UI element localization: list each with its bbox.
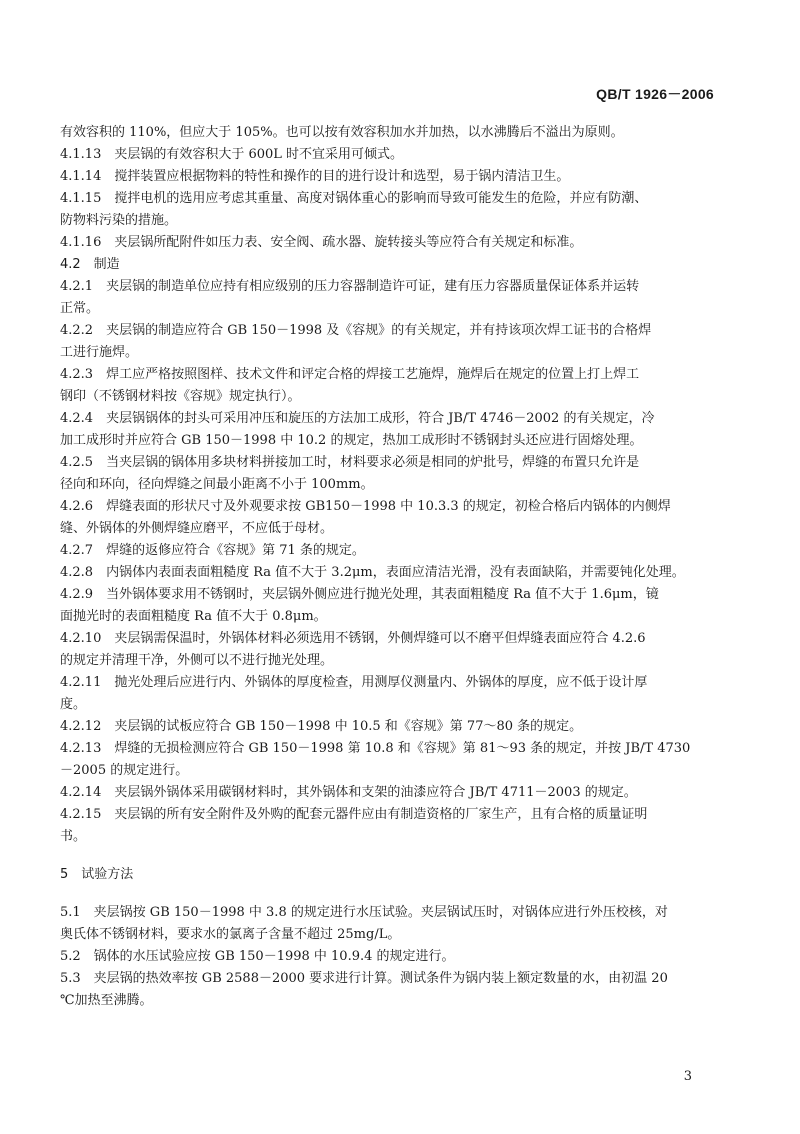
clause-4-2-4: 4.2.4 夹层锅锅体的封头可采用冲压和旋压的方法加工成形，符合 JB/T 4746－2002 的有关规定，冷 [60, 411, 655, 426]
clause-4-1-13: 4.1.13 夹层锅的有效容积大于 600L 时不宜采用可倾式。 [60, 147, 404, 162]
text-line: 奥氏体不锈钢材料，要求水的氯离子含量不超过 25mg/L。 [60, 927, 401, 942]
text-line: 防物料污染的措施。 [60, 213, 178, 228]
page-number: 3 [683, 1069, 692, 1084]
text-line: 缝、外锅体的外侧焊缝应磨平，不应低于母材。 [60, 521, 334, 536]
clause-4-2-2: 4.2.2 夹层锅的制造应符合 GB 150－1998 及《容规》的有关规定，并有持该项次焊工证书的合格焊 [60, 323, 652, 338]
text-line: 度。 [60, 697, 87, 712]
text-line: 加工成形时并应符合 GB 150－1998 中 10.2 的规定，热加工成形时不锈钢封头还应进行固熔处理。 [60, 433, 643, 448]
text-line: 工进行施焊。 [60, 345, 139, 360]
clause-4-2-8: 4.2.8 内锅体内表面表面粗糙度 Ra 值不大于 3.2μm，表面应清洁光滑，没有表面缺陷，并需要钝化处理。 [60, 565, 685, 580]
clause-4-1-15: 4.1.15 搅拌电机的选用应考虑其重量、高度对锅体重心的影响而导致可能发生的危险，并应有防潮、 [60, 191, 648, 206]
text-line: ℃加热至沸腾。 [60, 993, 153, 1008]
clause-4-2-1: 4.2.1 夹层锅的制造单位应持有相应级别的压力容器制造许可证，建有压力容器质量保证体系并运转 [60, 279, 640, 294]
text-line: 径向和环向，径向焊缝之间最小距离不小于 100mm。 [60, 477, 374, 492]
clause-4-2-14: 4.2.14 夹层锅外锅体采用碳钢材料时，其外锅体和支架的油漆应符合 JB/T 4711－2003 的规定。 [60, 785, 637, 800]
standard-code: QB/T 1926－2006 [596, 86, 714, 102]
clause-4-2-10: 4.2.10 夹层锅需保温时，外锅体材料必须选用不锈钢，外侧焊缝可以不磨平但焊缝表面应符合 4.2.6 [60, 631, 646, 646]
text-line: 面抛光时的表面粗糙度 Ra 值不大于 0.8μm。 [60, 609, 327, 624]
clause-4-2-5: 4.2.5 当夹层锅的锅体用多块材料拼接加工时，材料要求必须是相同的炉批号，焊缝的布置只允许是 [60, 455, 640, 470]
clause-5-3: 5.3 夹层锅的热效率按 GB 2588－2000 要求进行计算。测试条件为锅内装上额定数量的水，由初温 20 [60, 971, 668, 986]
text-line: 正常。 [60, 301, 100, 316]
text-line: 书。 [60, 829, 87, 844]
clause-5-2: 5.2 锅体的水压试验应按 GB 150－1998 中 10.9.4 的规定进行。 [60, 949, 455, 964]
clause-4-1-16: 4.1.16 夹层锅所配附件如压力表、安全阀、疏水器、旋转接头等应符合有关规定和标准。 [60, 235, 583, 250]
text-line: 钢印（不锈钢材料按《容规》规定执行）。 [60, 389, 301, 404]
clause-4-1-14: 4.1.14 搅拌装置应根据物料的特性和操作的目的进行设计和选型，易于锅内清洁卫生。 [60, 169, 570, 184]
clause-4-2-15: 4.2.15 夹层锅的所有安全附件及外购的配套元器件应由有制造资格的厂家生产，且有合格的质量证明 [60, 807, 648, 822]
clause-5-1: 5.1 夹层锅按 GB 150－1998 中 3.8 的规定进行水压试验。夹层锅试压时，对锅体应进行外压校核，对 [60, 905, 668, 920]
clause-4-2-3: 4.2.3 焊工应严格按照图样、技术文件和评定合格的焊接工艺施焊，施焊后在规定的位置上打上焊工 [60, 367, 640, 382]
clause-4-2-13: 4.2.13 焊缝的无损检测应符合 GB 150－1998 第 10.8 和《容规》第 81～93 条的规定，并按 JB/T 4730 [60, 741, 691, 756]
text-line: 的规定并清理干净，外侧可以不进行抛光处理。 [60, 653, 334, 668]
document-body [60, 122, 746, 1012]
section-heading-4-2: 4.2 制造 [60, 257, 120, 272]
section-spacer [60, 848, 746, 864]
clause-4-2-6: 4.2.6 焊缝表面的形状尺寸及外观要求按 GB150－1998 中 10.3.3 的规定，初检合格后内锅体的内侧焊 [60, 499, 671, 514]
section-spacer [60, 886, 746, 902]
clause-4-2-11: 4.2.11 抛光处理后应进行内、外锅体的厚度检查，用测厚仪测量内、外锅体的厚度，应不低于设计厚 [60, 675, 648, 690]
clause-4-2-12: 4.2.12 夹层锅的试板应符合 GB 150－1998 中 10.5 和《容规》第 77～80 条的规定。 [60, 719, 583, 734]
clause-4-2-9: 4.2.9 当外锅体要求用不锈钢时，夹层锅外侧应进行抛光处理，其表面粗糙度 Ra 值不大于 1.6μm，镜 [60, 587, 659, 602]
text-line: 有效容积的 110%，但应大于 105%。也可以按有效容积加水并加热，以水沸腾后不溢出为原则。 [60, 125, 624, 140]
text-line: －2005 的规定进行。 [60, 763, 189, 778]
section-heading-5: 5 试验方法 [60, 867, 134, 882]
clause-4-2-7: 4.2.7 焊缝的返修应符合《容规》第 71 条的规定。 [60, 543, 365, 558]
